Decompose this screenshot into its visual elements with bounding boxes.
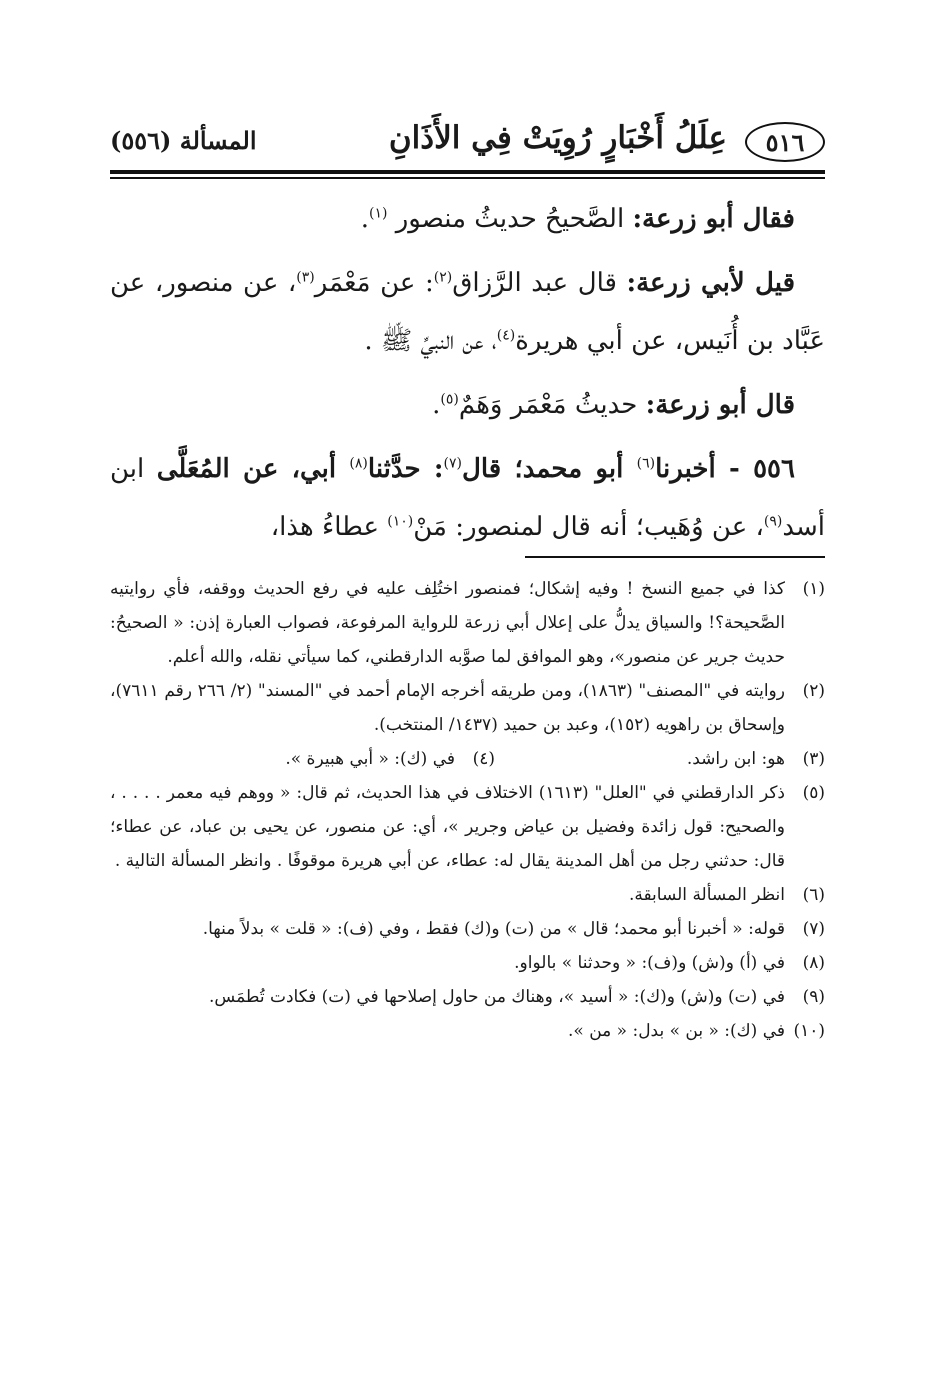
footnote-ref[interactable]: (٣) (296, 269, 315, 286)
footnote-text: هو: ابن راشد. (686, 749, 785, 769)
footnote-10 (110, 1014, 825, 1048)
footnote-ref[interactable]: (٦) (636, 455, 656, 472)
footnote-number: (٧) (802, 919, 825, 939)
footnote-number: (٥) (802, 783, 825, 803)
footnote-number: (٣) (802, 749, 825, 769)
footnote-number: (٢) (802, 681, 825, 701)
footnote-number: (٦) (802, 885, 825, 905)
issue-number: ٥٥٦ - أخبرنا (655, 454, 795, 484)
issue-label: المسألة (٥٥٦) (110, 126, 257, 155)
footnote-9 (110, 980, 825, 1014)
footnote-text: في (ك): « بن » بدل: « من ». (568, 1021, 785, 1041)
footnote-number: (١) (802, 579, 825, 599)
footnote-2 (110, 674, 825, 742)
speaker-label: قال أبو زرعة: (645, 390, 795, 420)
footnote-ref[interactable]: (٤) (496, 327, 516, 344)
footnote-ref[interactable]: (٥) (440, 391, 459, 408)
footnote-number: (٨) (802, 953, 825, 973)
footnote-8 (110, 946, 825, 980)
footnote-5 (110, 776, 825, 878)
footnote-text: كذا في جميع النسخ ! وفيه إشكال؛ فمنصور اختُلِف عليه في رفع الحديث ووقفه، فأي روايتيه الصَّحيحة؟! والسياق يدلُّ على إعلال أبي زرعة للرواية المرفوعة، فصواب العبارة إذن: « الصحيحُ: حديث جرير عن منصور»، وهو الموافق لما صوَّبه الدارقطني، كما سيأتي نقله، والله أعلم. (110, 579, 785, 667)
footnote-7 (110, 912, 825, 946)
book-title: عِلَلُ أَخْبَارٍ رُوِيَتْ فِي الأَذَانِ (388, 120, 727, 156)
footnote-3-4 (110, 742, 825, 776)
footnote-number: (٩) (802, 987, 825, 1007)
footnotes (110, 572, 825, 1048)
footnote-separator (525, 556, 825, 558)
footnote-text: في (ك): « أبي هبيرة ». (285, 749, 455, 769)
footnote-ref[interactable]: (٢) (433, 269, 453, 286)
footnote-text: في (أ) و(ش) و(ف): « وحدثنا » بالواو. (514, 953, 785, 973)
paragraph-3: قال أبو زرعة: حديثُ مَعْمَر وَهَمٌ$^{(٥)}$. (432, 390, 795, 420)
footnote-ref[interactable]: (٨) (349, 455, 368, 472)
footnote-ref[interactable]: (١) (369, 205, 388, 222)
speaker-label: فقال أبو زرعة: (632, 204, 795, 234)
footnote-number: (١٠) (793, 1021, 825, 1041)
paragraph-4: ٥٥٦ - أخبرنا$^{(٦)}$ أبو محمد؛ قال$^{(٧)}$: حدَّثنا$^{(٨)}$ أبي، عن المُعَلَّى ابن أسد$^{(٩)}$، عن وُهَيب؛ أنه قال لمنصور: مَنْ$^{(١٠)}$ عطاءُ هذا، (110, 454, 825, 542)
header-rule-thick (110, 170, 825, 174)
header-rule-thin (110, 177, 825, 179)
footnote-text: قوله: « أخبرنا أبو محمد؛ قال » من (ت) و(ك) فقط ، وفي (ف): « قلت » بدلاً منها. (202, 919, 785, 939)
speaker-label: قيل لأبي زرعة: (626, 268, 795, 298)
main-text (110, 190, 825, 562)
footnote-1 (110, 572, 825, 674)
paragraph-2: قيل لأبي زرعة: قال عبد الرَّزاق$^{(٢)}$: عن مَعْمَر$^{(٣)}$، عن منصور، عن عَبَّاد بن أُنَيس، عن أبي هريرة$^{(٤)}$، عن النبيِّ ﷺ . (110, 268, 825, 356)
footnote-6 (110, 878, 825, 912)
footnote-ref[interactable]: (٧) (443, 455, 462, 472)
footnote-number: (٤) (472, 749, 495, 769)
page-number: ٥١٦ (765, 127, 805, 157)
footnote-text: في (ت) و(ش) و(ك): « أسيد »، وهناك من حاول إصلاحها في (ت) فكادت تُطمَس. (209, 987, 785, 1007)
page-number-oval (745, 122, 825, 162)
footnote-text: روايته في "المصنف" (١٨٦٣)، ومن طريقه أخرجه الإمام أحمد في "المسند" (٢/ ٢٦٦ رقم ٧٦١١)، وإسحاق بن راهويه (١٥٢)، وعبد بن حميد (١٤٣٧/ المنتخب). (110, 681, 785, 735)
footnote-text: انظر المسألة السابقة. (628, 885, 785, 905)
footnote-ref[interactable]: (١٠) (387, 513, 414, 530)
footnote-ref[interactable]: (٩) (763, 513, 783, 530)
paragraph-1: فقال أبو زرعة: الصَّحيحُ حديثُ منصور $^{(١)}$. (360, 204, 795, 234)
footnote-text: ذكر الدارقطني في "العلل" (١٦١٣) الاختلاف في هذا الحديث، ثم قال: « ووهم فيه معمر . . . . ، والصحيح: قول زائدة وفضيل بن عياض وجرير »، أي: عن منصور، عن يحيى بن عباد، عن عطاء؛ قال: حدثني رجل من أهل المدينة يقال له: عطاء، عن أبي هريرة موقوفًا . وانظر المسألة التالية . (110, 783, 785, 871)
running-header (110, 118, 825, 168)
